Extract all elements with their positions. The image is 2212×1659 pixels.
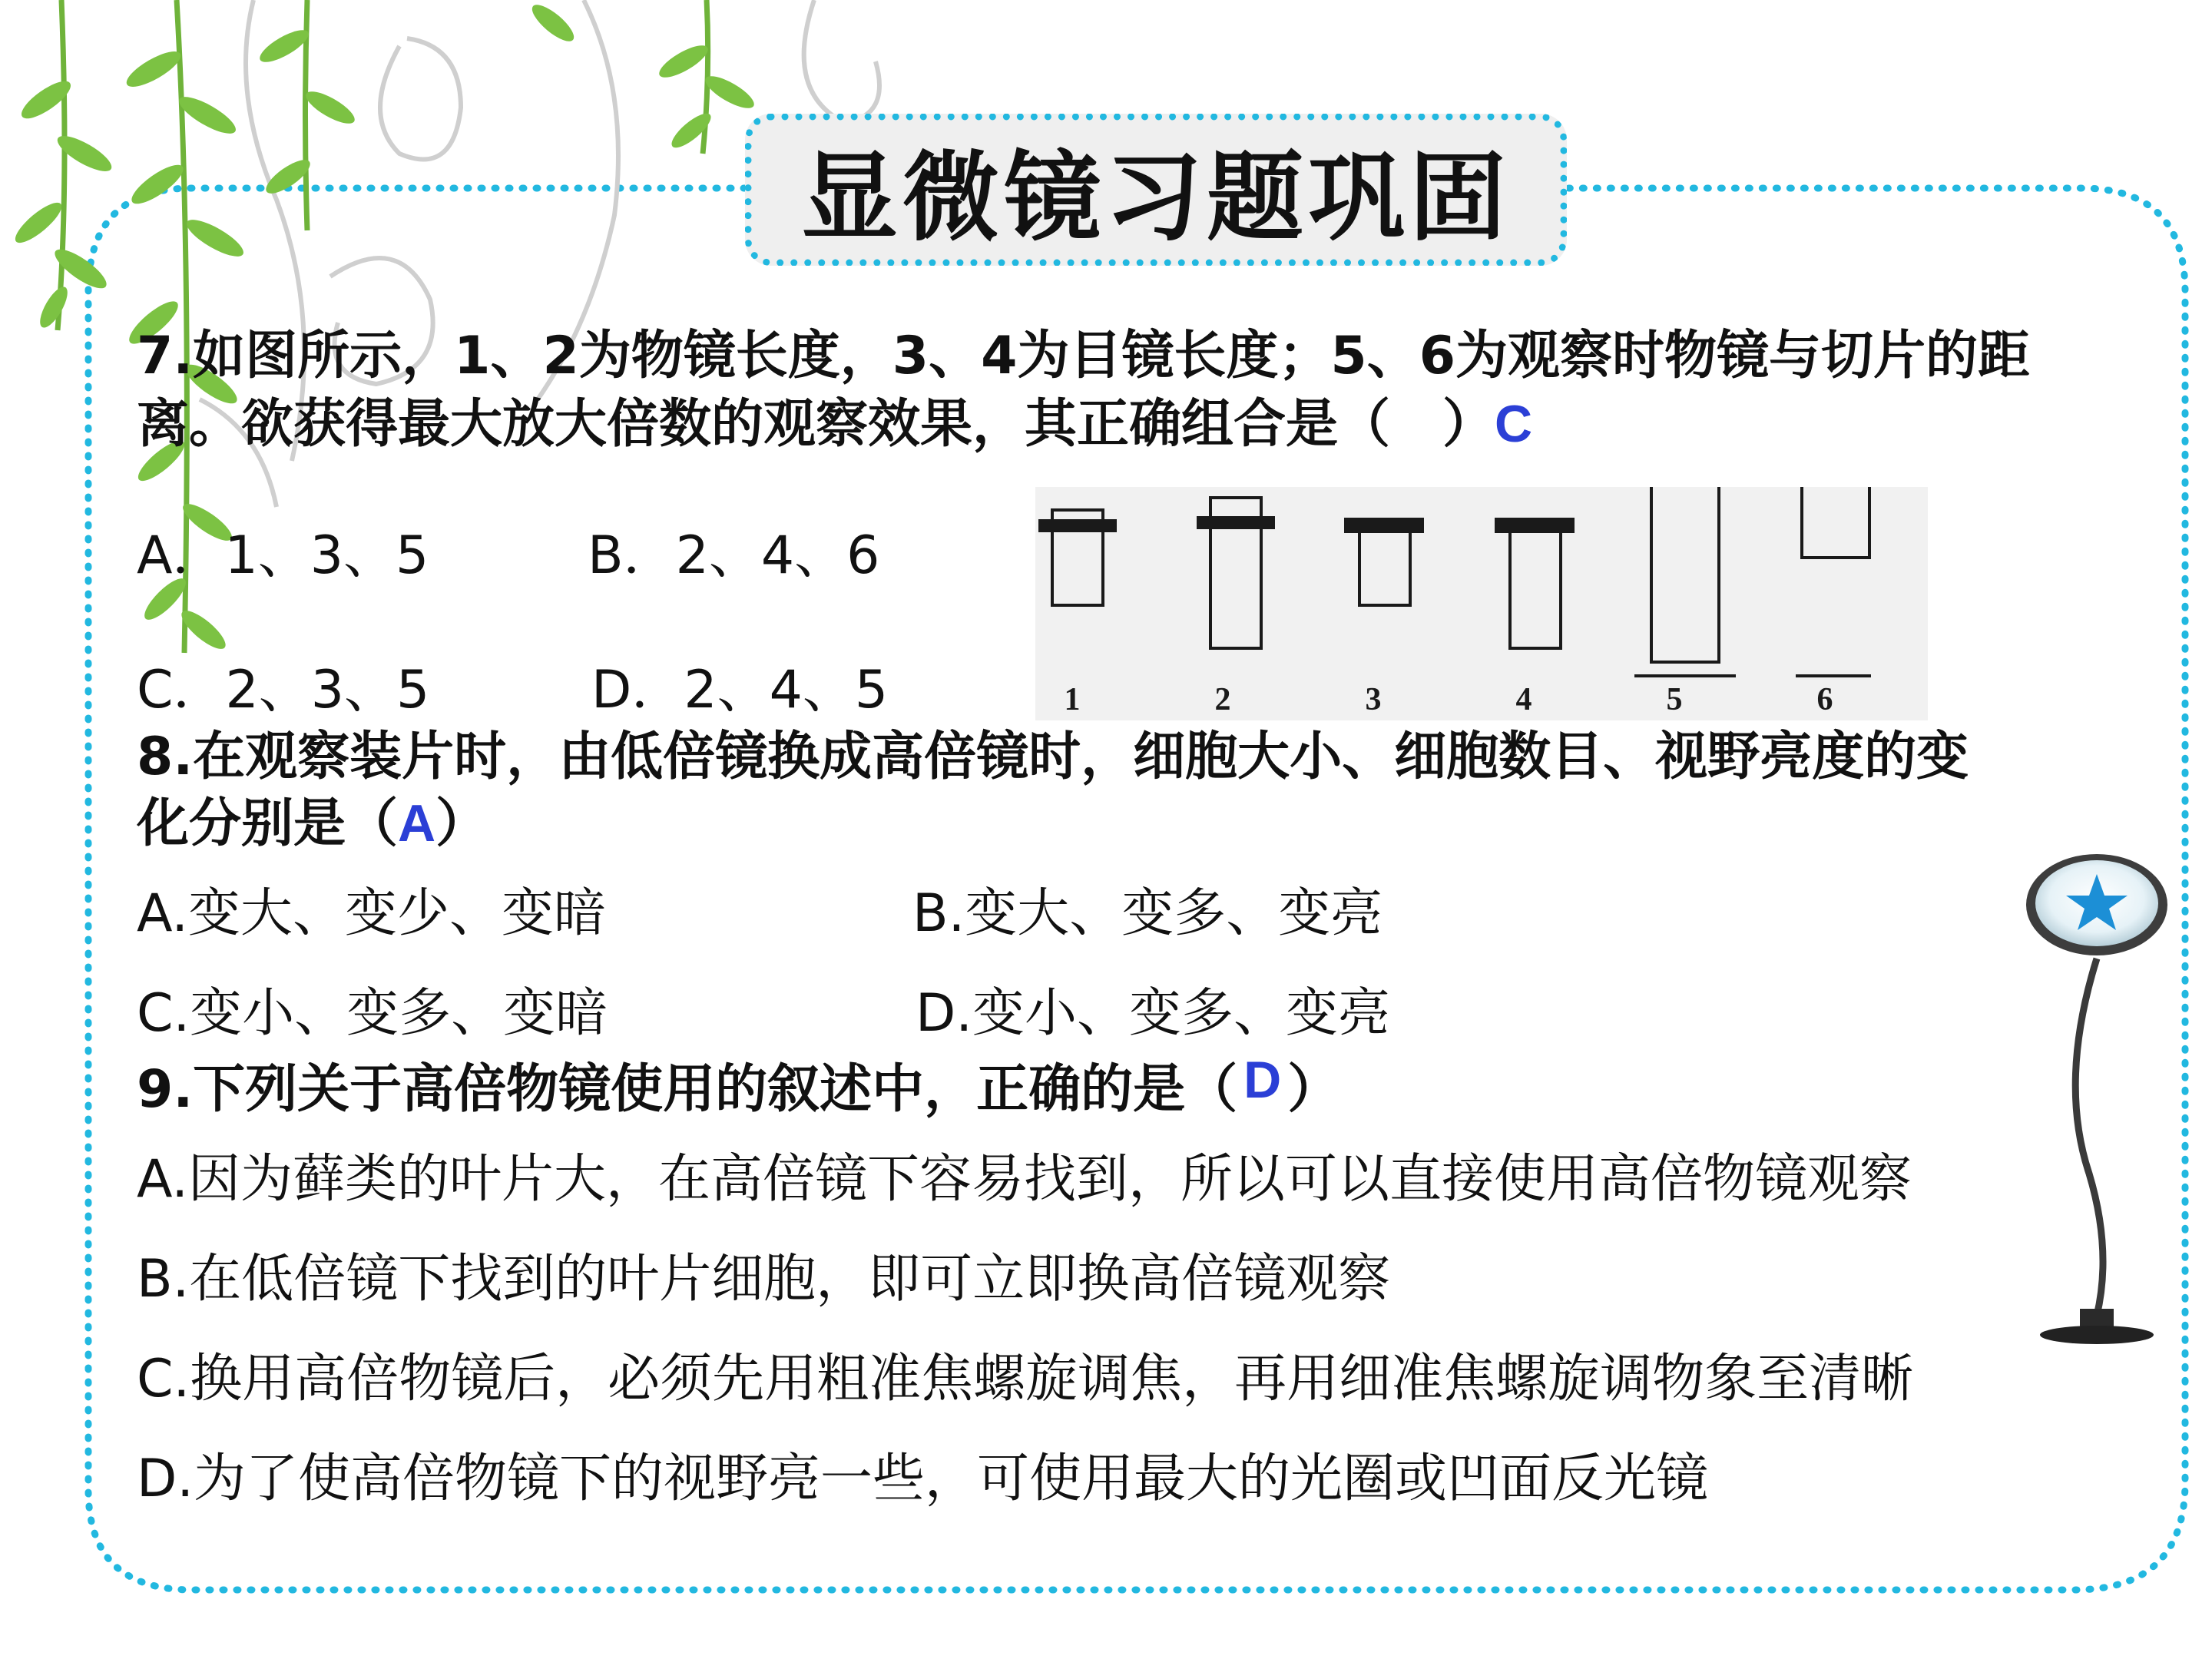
q8-option-c: C.变小、变多、变暗 [137,983,608,1044]
lens-label-6: 6 [1816,682,1833,717]
q9-option-d: D.为了使高倍物镜下的视野亮一些，可使用最大的光圈或凹面反光镜 [137,1449,1708,1509]
q7-stem-line1: 7.如图所示，1、2为物镜长度，3、4为目镜长度；5、6为观察时物镜与切片的距 [137,326,2031,386]
q7-option-b: B．2、4、6 [588,525,880,586]
lens-3-cap [1346,519,1422,531]
q7-answer: C [1495,395,1533,453]
lens-label-5: 5 [1666,682,1683,717]
lens-4-cap [1496,519,1573,531]
q8-stem-line1: 8.在观察装片时，由低倍镜换成高倍镜时，细胞大小、细胞数目、视野亮度的变 [137,727,1969,787]
q7-option-d: D．2、4、5 [591,660,889,720]
q9-stem [137,1051,1340,1120]
q8-option-d: D.变小、变多、变亮 [916,983,1390,1044]
q8-stem-after: ） [435,793,488,854]
lens-figure [1035,487,1928,720]
page-title: 显微镜习题巩固 [801,141,1511,254]
q8-option-b: B.变大、变多、变亮 [912,883,1383,944]
lens-1-cap [1040,521,1115,531]
q9-stem-before: 9.下列关于高倍物镜使用的叙述中，正确的是（ [137,1059,1238,1120]
lens-label-4: 4 [1515,682,1532,717]
title-box [745,114,1567,266]
q7-option-a: A．1、3、5 [137,525,429,586]
q9-option-b: B.在低倍镜下找到的叶片细胞，即可立即换高倍镜观察 [137,1249,1391,1310]
q9-stem-after: ） [1287,1059,1340,1120]
q8-option-a: A.变大、变少、变暗 [137,883,606,944]
lens-label-3: 3 [1365,682,1382,717]
q8-stem-line2 [137,793,488,854]
lens-label-2: 2 [1214,682,1231,717]
q9-answer: D [1243,1051,1282,1109]
q7-stem-line2: 离。欲获得最大放大倍数的观察效果，其正确组合是（ ） [137,394,1495,455]
lens-label-1: 1 [1064,682,1081,717]
q9-option-a: A.因为藓类的叶片大，在高倍镜下容易找到，所以可以直接使用高倍物镜观察 [137,1149,1912,1210]
q7-stem-line2-wrap [137,394,1533,455]
q9-option-c: C.换用高倍物镜后，必须先用粗准焦螺旋调焦，再用细准焦螺旋调物象至清晰 [137,1349,1914,1409]
lens-2-cap [1198,518,1273,528]
q7-option-c: C．2、3、5 [137,660,430,720]
q8-stem-before: 化分别是（ [137,793,399,854]
q8-answer: A [398,794,436,853]
star-lamp-icon [2012,851,2181,1358]
